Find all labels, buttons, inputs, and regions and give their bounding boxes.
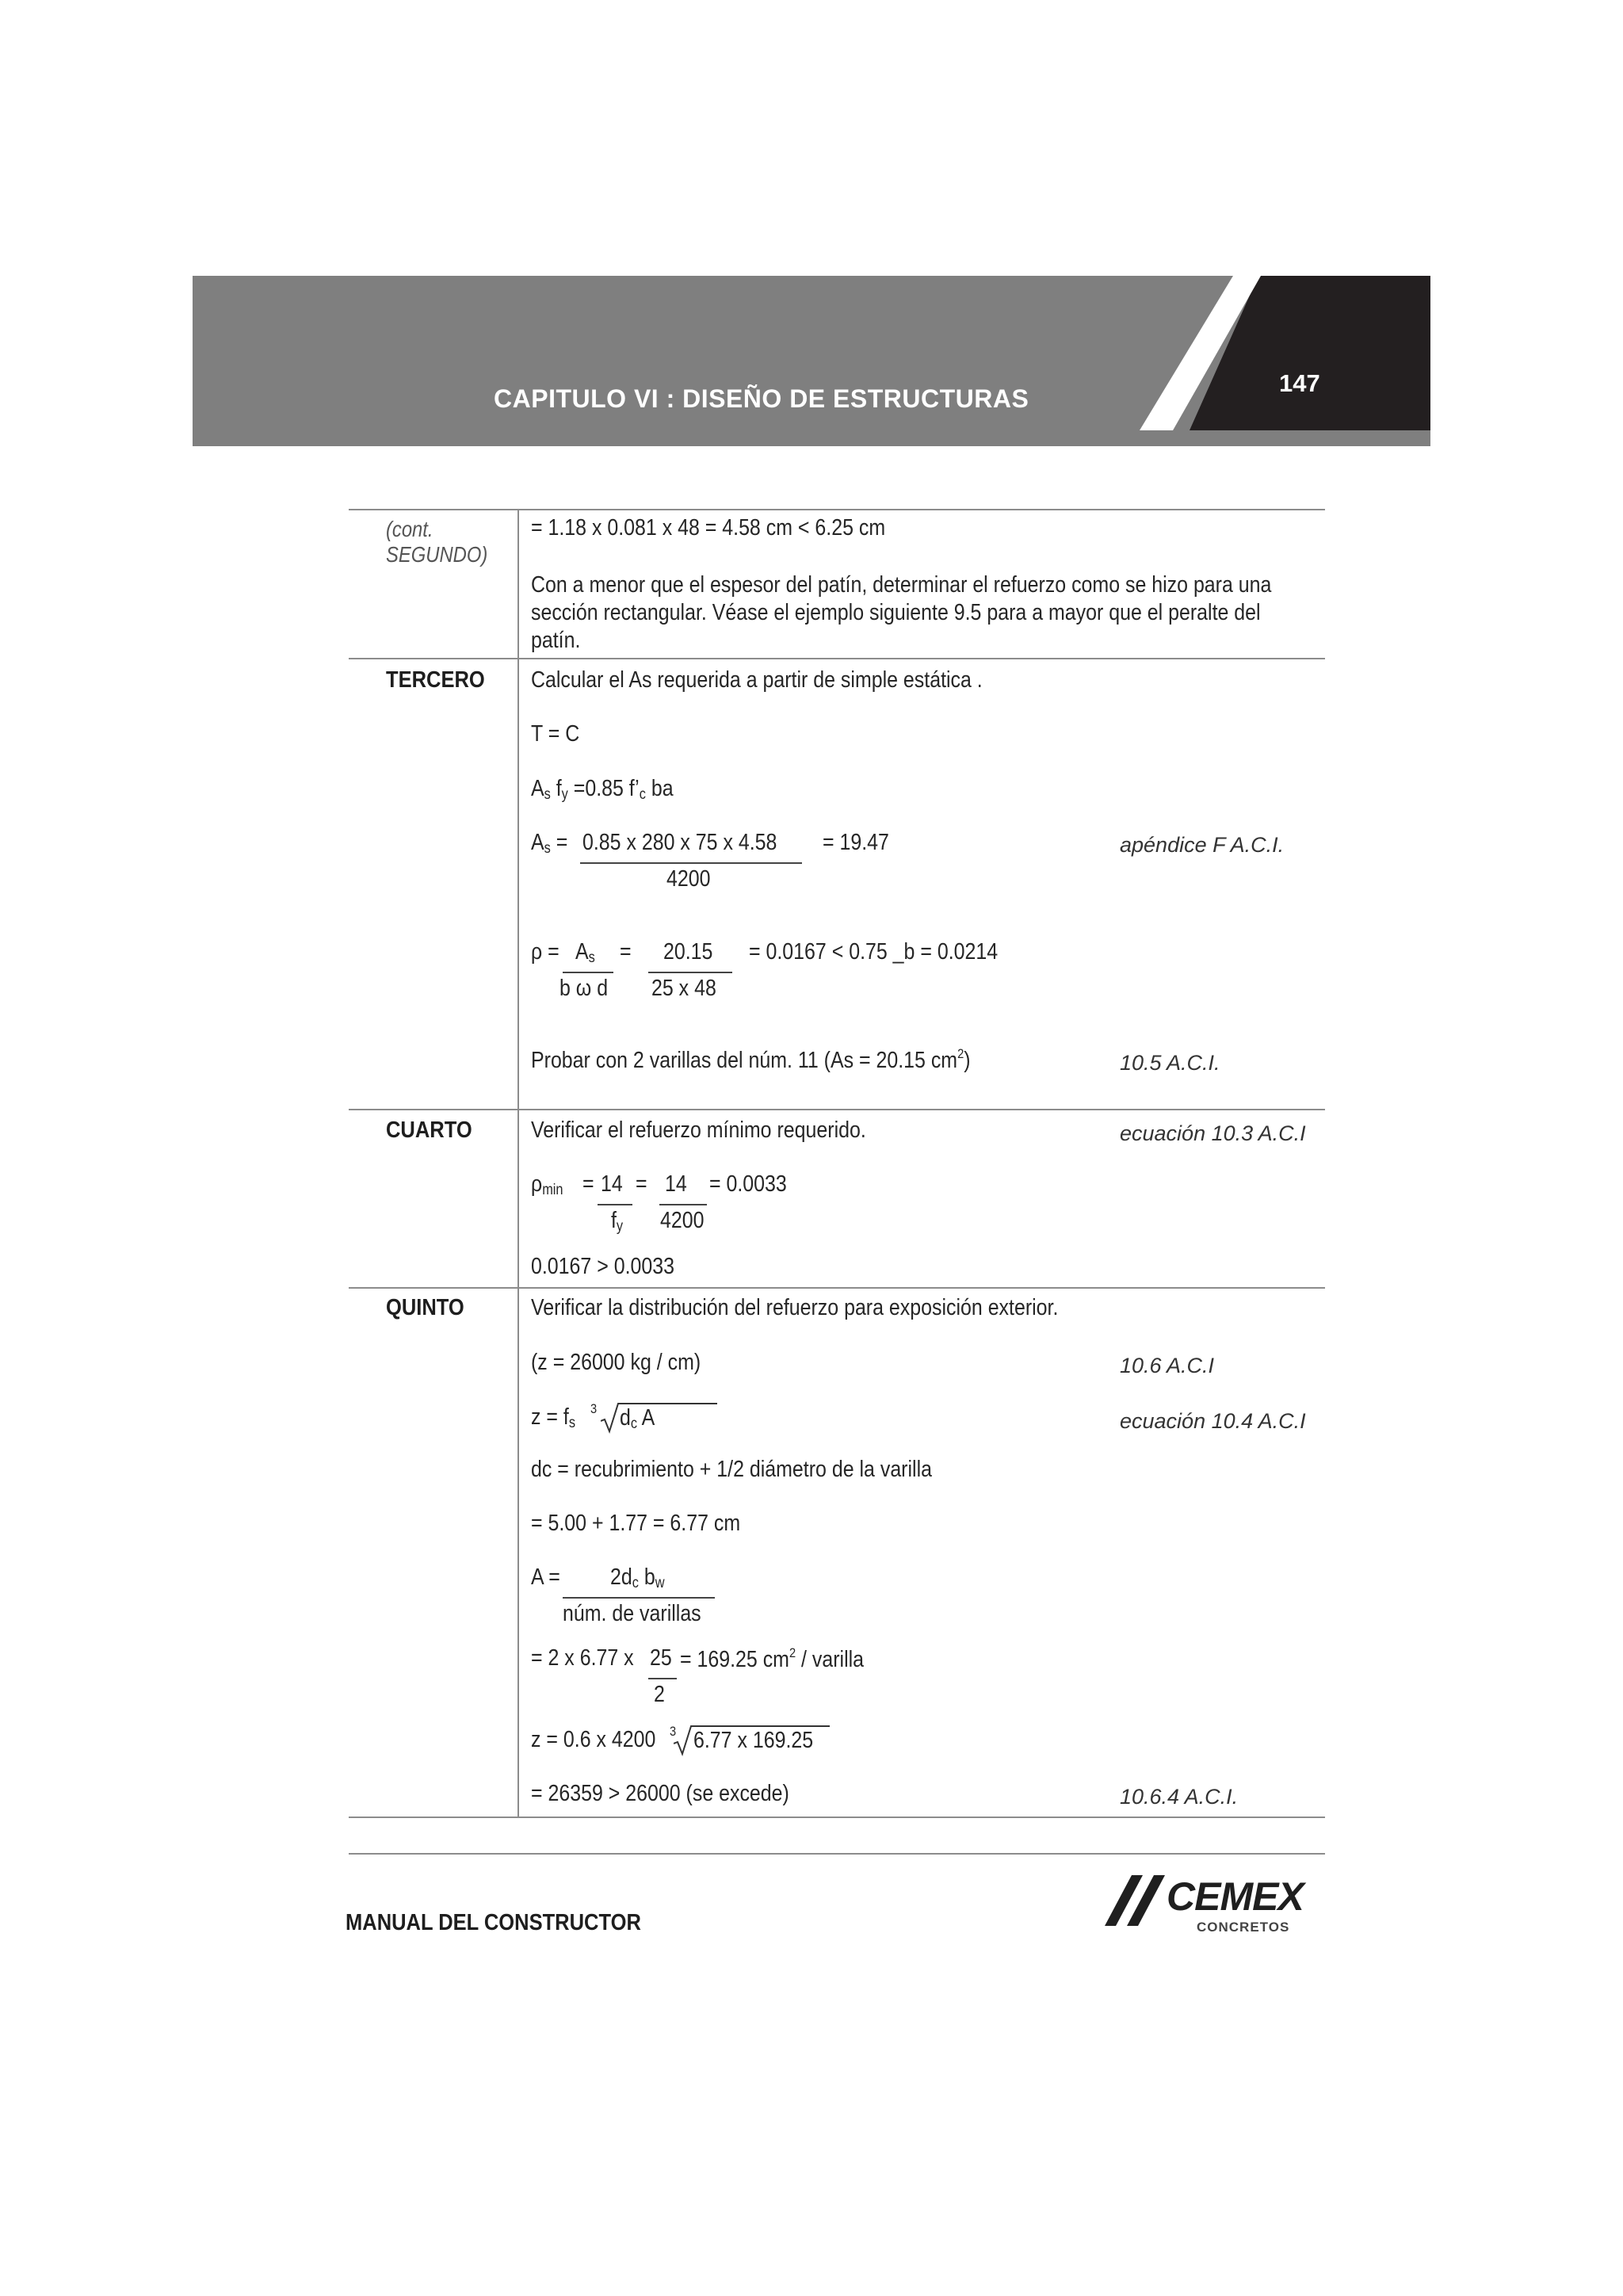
row-rule [349, 1817, 1325, 1818]
logo-slashes-icon [1105, 1875, 1176, 1931]
segundo-paragraph: Con a menor que el espesor del patín, determinar el refuerzo como se hizo para una sección rectangular. Véase el ejemplo siguiente 9.5 para a mayor que el peralte del patín. [531, 572, 1272, 653]
logo-wordmark: CEMEX [1167, 1874, 1304, 1919]
row-rule [349, 658, 1325, 659]
chapter-title: CAPITULO VI : DISEÑO DE ESTRUCTURAS [494, 384, 1029, 413]
logo-subtitle: CONCRETOS [1197, 1920, 1290, 1935]
ref-10-6: 10.6 A.C.I [1120, 1354, 1215, 1377]
ref-eq-10-3: ecuación 10.3 A.C.I [1120, 1121, 1306, 1145]
footer-title: MANUAL DEL CONSTRUCTOR [346, 1910, 641, 1935]
cuarto-intro: Verificar el refuerzo mínimo requerido. [531, 1117, 866, 1143]
segundo-equation: = 1.18 x 0.081 x 48 = 4.58 cm < 6.25 cm [531, 515, 886, 541]
row-rule [349, 1109, 1325, 1110]
cemex-logo [1105, 1869, 1311, 1940]
step-label-cont: (cont. SEGUNDO) [386, 517, 488, 567]
quinto-intro: Verificar la distribución del refuerzo para exposición exterior. [531, 1295, 1059, 1320]
ref-apendice: apéndice F A.C.I. [1120, 833, 1285, 857]
ref-eq-10-4: ecuación 10.4 A.C.I [1120, 1409, 1306, 1433]
z-result: = 26359 > 26000 (se excede) [531, 1781, 789, 1806]
page-number: 147 [1279, 369, 1320, 397]
step-label-tercero: TERCERO [386, 667, 485, 693]
step-label-cuarto: CUARTO [386, 1117, 472, 1143]
tercero-equilibrium-eq: $A_s$ $f_y =0.85$ $f’_c$ ba [531, 776, 674, 803]
radical-sign [601, 1402, 720, 1434]
row-rule [349, 509, 1325, 510]
dc-definition: dc = recubrimiento + 1/2 diámetro de la varilla [531, 1457, 932, 1482]
row-rule [349, 1287, 1325, 1289]
cuarto-compare: 0.0167 > 0.0033 [531, 1254, 674, 1279]
dc-value: = 5.00 + 1.77 = 6.77 cm [531, 1511, 741, 1536]
tercero-tc: T = C [531, 721, 580, 747]
chapter-header [193, 276, 1430, 446]
footer-rule [349, 1853, 1325, 1855]
quinto-z-limit: (z = 26000 kg / cm) [531, 1350, 701, 1375]
column-divider [517, 509, 519, 1817]
ref-10-5: 10.5 A.C.I. [1120, 1051, 1220, 1075]
tercero-intro: Calcular el As requerida a partir de simple estática . [531, 667, 983, 693]
step-label-quinto: QUINTO [386, 1295, 464, 1320]
ref-10-6-4: 10.6.4 A.C.I. [1120, 1785, 1239, 1809]
probar-line: Probar con 2 varillas del núm. 11 (As = 20.15 $cm^2$) [531, 1046, 971, 1073]
header-banner [193, 276, 1430, 446]
